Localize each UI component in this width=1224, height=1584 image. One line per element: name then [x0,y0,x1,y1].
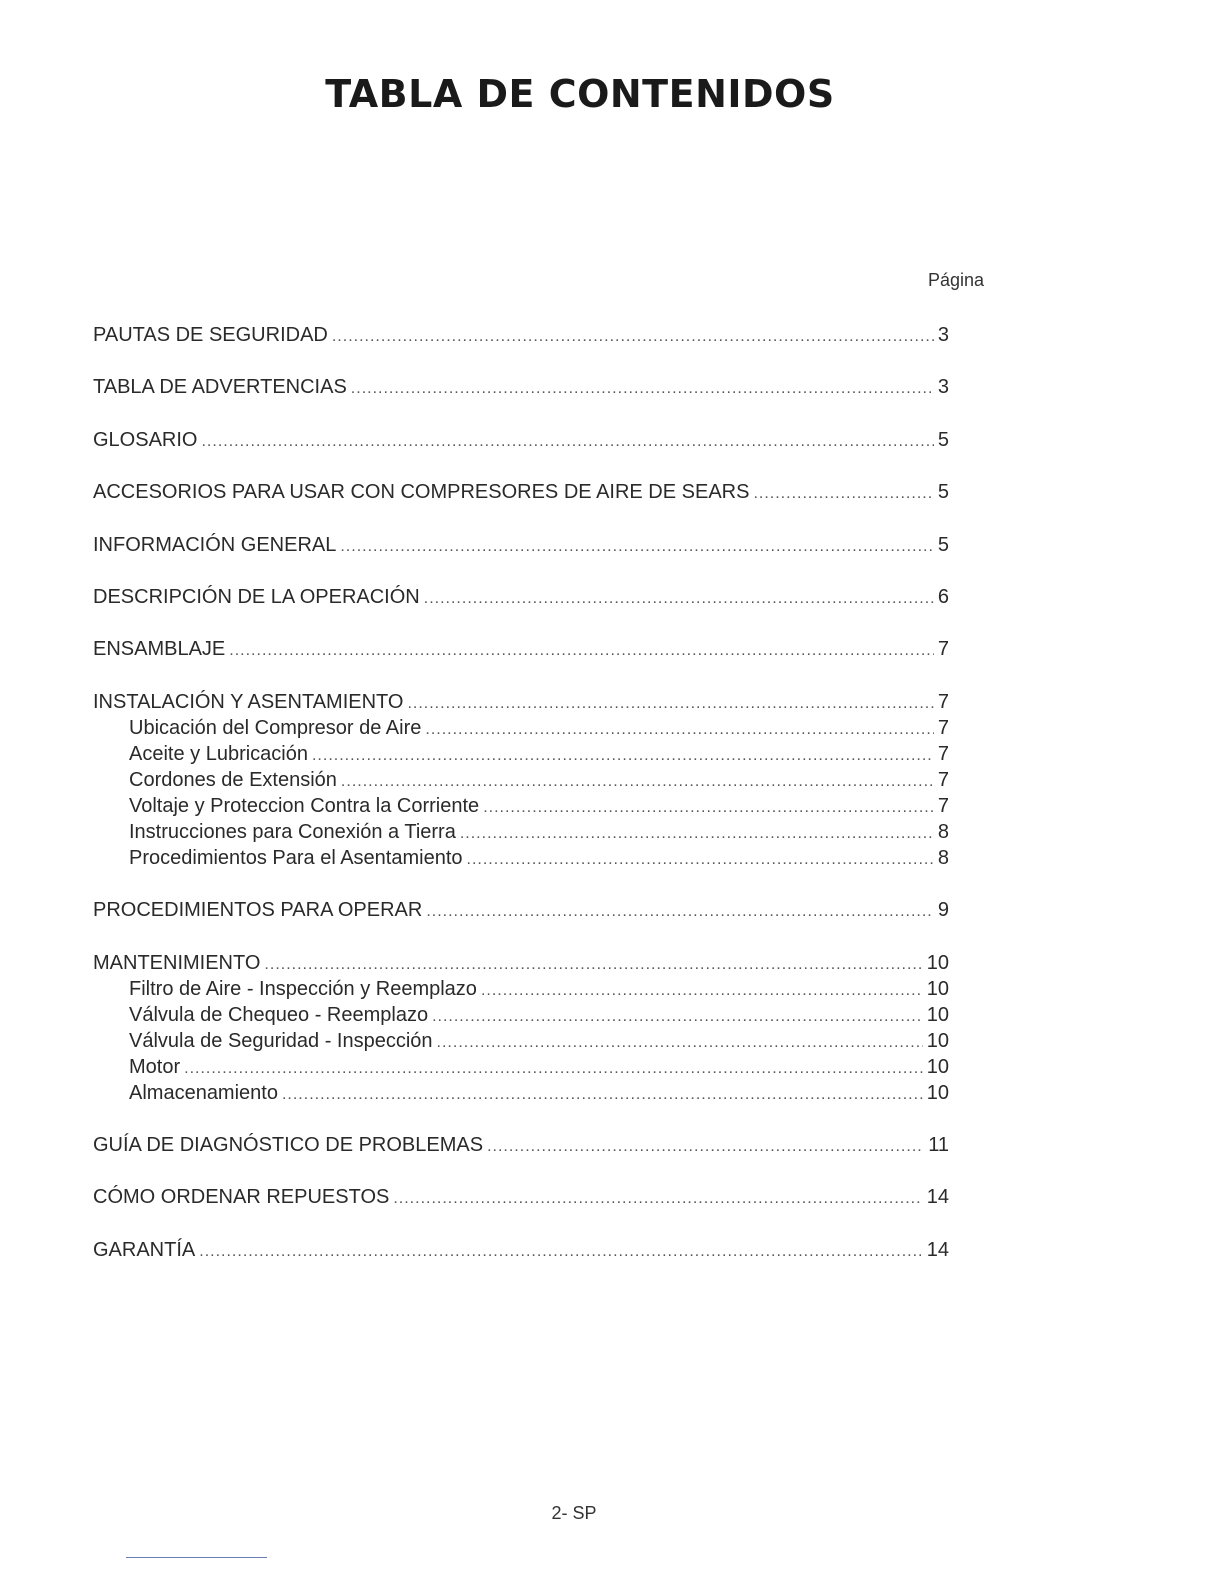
toc-entry [93,322,949,348]
toc-entry-page: 7 [937,690,949,713]
toc-entry-page: 3 [937,376,949,399]
toc-entry-page: 7 [937,638,949,661]
dot-leader [407,691,933,717]
toc-entry-label: DESCRIPCIÓN DE LA OPERACIÓN [93,585,420,608]
toc-entry-page: 7 [937,768,949,791]
page-title: TABLA DE CONTENIDOS [325,72,835,116]
dot-leader [432,1004,923,1030]
toc-entry-page: 5 [937,533,949,556]
toc-subentry [93,1002,949,1028]
dot-leader [424,586,934,612]
toc-entry [93,427,949,453]
toc-entry [93,636,949,662]
toc-entry-label: TABLA DE ADVERTENCIAS [93,376,347,399]
toc-entry-page: 7 [937,742,949,765]
toc-entry-page: 10 [926,951,949,974]
dot-leader [393,1186,922,1212]
toc-subentry [93,767,949,793]
toc-subentry [93,741,949,767]
toc-subentry [93,1054,949,1080]
toc-entry-label: MANTENIMIENTO [93,951,261,974]
dot-leader [201,429,933,455]
dot-leader [312,743,934,769]
toc-entry-label: Válvula de Chequeo - Reemplazo [129,1003,429,1026]
toc-entry [93,1184,949,1210]
dot-leader [481,978,923,1004]
toc-subentry [93,1080,949,1106]
toc-entry-label: Ubicación del Compresor de Aire [129,716,422,739]
toc-entry [93,897,949,923]
dot-leader [437,1030,923,1056]
toc-entry-label: Instrucciones para Conexión a Tierra [129,820,456,843]
toc-entry-label: GLOSARIO [93,428,198,451]
toc-entry [93,584,949,610]
toc-entry-page: 10 [926,1055,949,1078]
dot-leader [282,1082,923,1108]
toc-entry-page: 3 [937,324,949,346]
toc-entry-label: PAUTAS DE SEGURIDAD [93,324,328,346]
toc-entry-label: Almacenamiento [129,1081,278,1104]
toc-entry-page: 14 [926,1238,949,1261]
table-of-contents [93,322,949,1263]
toc-entry [93,689,949,715]
toc-entry [93,532,949,558]
toc-entry-page: 6 [937,585,949,608]
page-column-label: Página [928,270,985,290]
toc-entry-label: Motor [129,1055,181,1078]
toc-entry-page: 10 [926,977,949,1000]
dot-leader [467,847,934,873]
toc-entry-label: ENSAMBLAJE [93,638,226,661]
toc-entry-label: Cordones de Extensión [129,768,337,791]
toc-entry [93,950,949,976]
toc-entry-label: INFORMACIÓN GENERAL [93,533,337,556]
dot-leader [340,534,934,560]
toc-entry-label: Aceite y Lubricación [129,742,308,765]
dot-leader [341,769,934,795]
toc-subentry [93,1028,949,1054]
toc-entry-label: ACCESORIOS PARA USAR CON COMPRESORES DE AIRE DE SEARS [93,481,750,504]
toc-entry-label: CÓMO ORDENAR REPUESTOS [93,1186,390,1209]
toc-entry-page: 5 [937,428,949,451]
dot-leader [332,324,934,350]
toc-entry-page: 8 [937,846,949,869]
toc-entry-page: 7 [937,716,949,739]
toc-entry-page: 11 [928,1133,949,1156]
dot-leader [425,717,934,743]
toc-entry-label: Procedimientos Para el Asentamiento [129,846,463,869]
toc-entry-page: 9 [937,899,949,922]
corner-line-decoration [126,1557,267,1558]
dot-leader [229,638,934,664]
toc-entry-page: 5 [937,481,949,504]
toc-subentry [93,845,949,871]
toc-entry-page: 10 [926,1029,949,1052]
dot-leader [426,899,934,925]
toc-entry-page: 10 [926,1003,949,1026]
dot-leader [483,795,934,821]
toc-entry [93,1237,949,1263]
toc-entry-label: Válvula de Seguridad - Inspección [129,1029,433,1052]
toc-subentry [93,819,949,845]
toc-entry-label: GARANTÍA [93,1238,196,1261]
dot-leader [264,952,922,978]
toc-entry-label: GUÍA DE DIAGNÓSTICO DE PROBLEMAS [93,1133,484,1156]
toc-subentry [93,976,949,1002]
toc-subentry [93,715,949,741]
dot-leader [460,821,934,847]
toc-entry [93,479,949,505]
dot-leader [753,481,933,507]
toc-entry [93,374,949,400]
toc-subentry [93,793,949,819]
toc-entry-label: PROCEDIMIENTOS PARA OPERAR [93,899,423,922]
dot-leader [199,1239,923,1265]
toc-entry [93,1132,949,1158]
toc-entry-label: INSTALACIÓN Y ASENTAMIENTO [93,690,404,713]
toc-entry-label: Voltaje y Proteccion Contra la Corriente [129,794,480,817]
dot-leader [487,1134,924,1160]
toc-entry-label: Filtro de Aire - Inspección y Reemplazo [129,977,477,1000]
toc-entry-page: 7 [937,794,949,817]
dot-leader [184,1056,923,1082]
toc-entry-page: 14 [926,1186,949,1209]
page-footer: 2- SP [551,1503,597,1523]
dot-leader [351,376,934,402]
toc-entry-page: 8 [937,820,949,843]
toc-entry-page: 10 [926,1081,949,1104]
